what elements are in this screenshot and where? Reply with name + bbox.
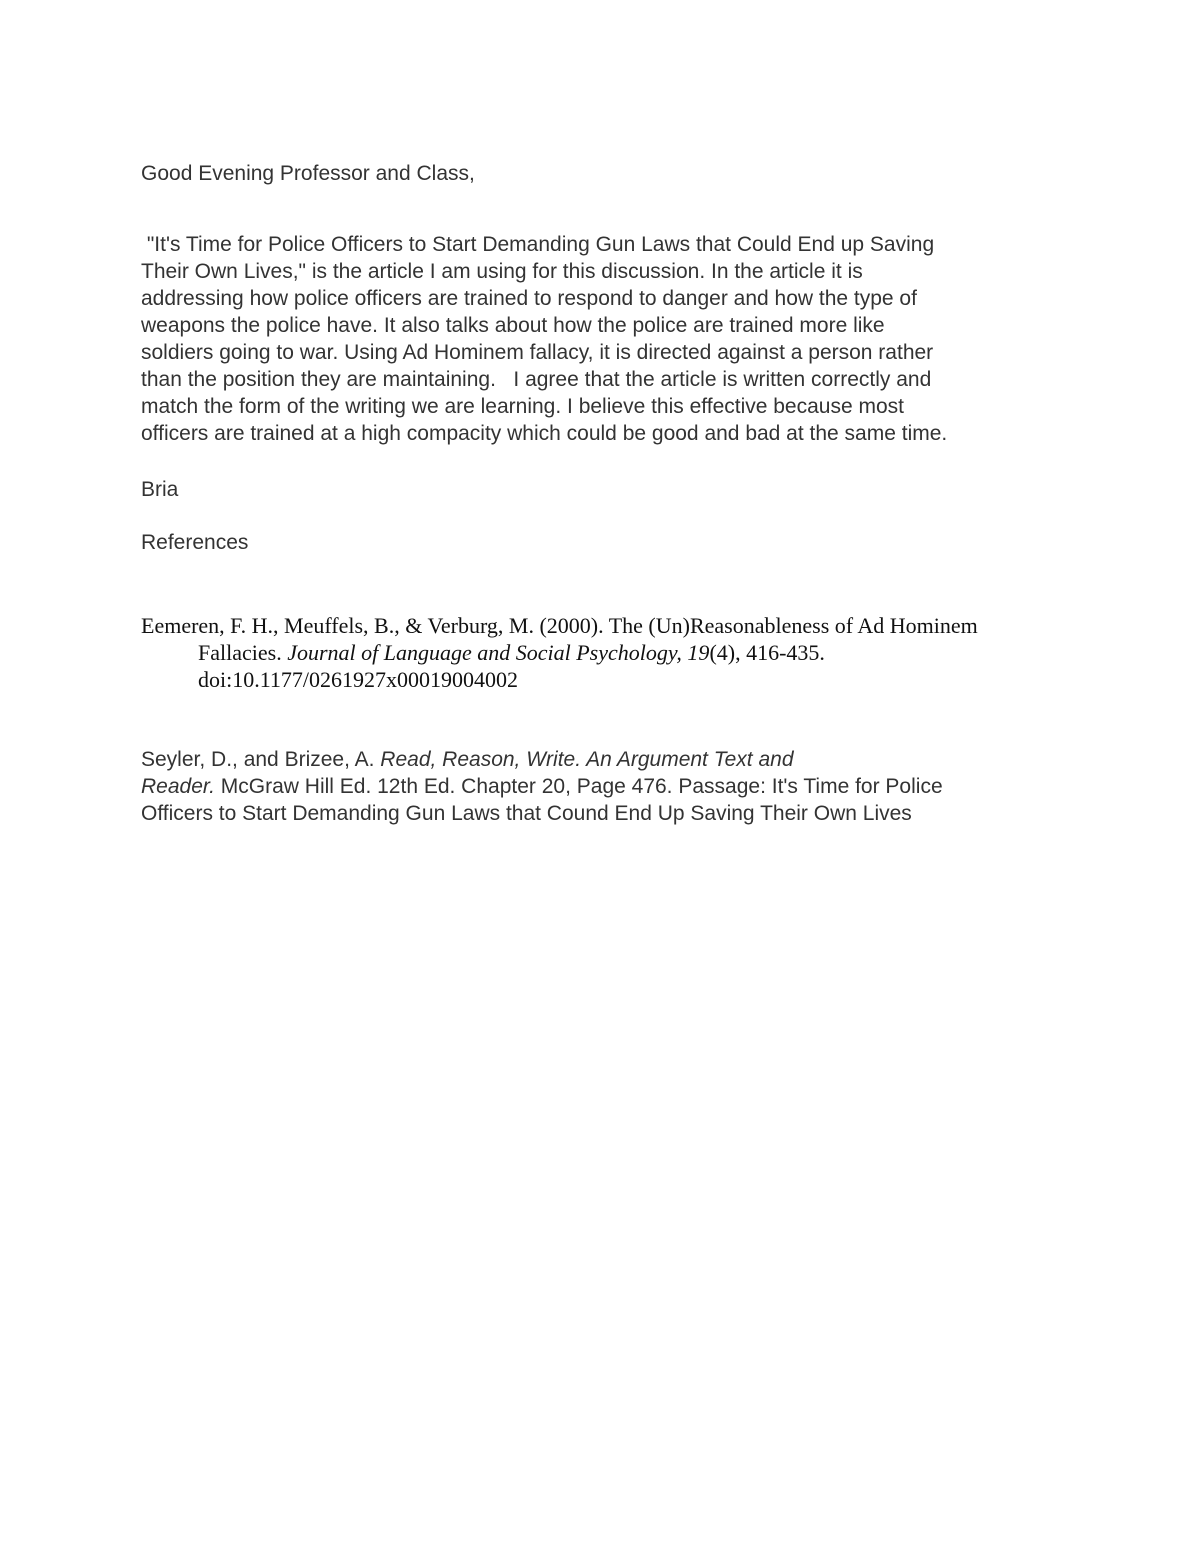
- reference-line: Eemeren, F. H., Meuffels, B., & Verburg, M. (2000). The (Un)Reasonableness of Ad Hominem: [141, 613, 978, 638]
- reference-authors: Seyler, D., and Brizee, A.: [141, 748, 381, 771]
- book-title: Read, Reason, Write. An Argument Text and: [380, 748, 794, 771]
- greeting-text: Good Evening Professor and Class,: [141, 162, 475, 185]
- reference-doi: doi:10.1177/0261927x00019004002: [198, 667, 519, 692]
- paragraph-line: "It's Time for Police Officers to Start Demanding Gun Laws that Could End up Saving: [141, 233, 935, 256]
- references-heading: References: [141, 531, 249, 554]
- discussion-paragraph: [141, 231, 1071, 447]
- paragraph-line: than the position they are maintaining. I agree that the article is written correctly and: [141, 368, 932, 391]
- reference-line: [141, 639, 1071, 666]
- reference-entry-1: [141, 612, 1071, 693]
- paragraph-line: match the form of the writing we are learning. I believe this effective because most: [141, 395, 904, 418]
- reference-text: Fallacies.: [198, 640, 288, 665]
- reference-text: McGraw Hill Ed. 12th Ed. Chapter 20, Page 476. Passage: It's Time for Police: [214, 775, 943, 798]
- paragraph-line: addressing how police officers are trained to respond to danger and how the type of: [141, 287, 917, 310]
- reference-line: [141, 773, 1071, 800]
- reference-line: Officers to Start Demanding Gun Laws that Cound End Up Saving Their Own Lives: [141, 802, 912, 825]
- paragraph-line: Their Own Lives," is the article I am using for this discussion. In the article it is: [141, 260, 863, 283]
- paragraph-line: officers are trained at a high compacity which could be good and bad at the same time.: [141, 422, 948, 445]
- paragraph-line: weapons the police have. It also talks about how the police are trained more like: [141, 314, 885, 337]
- journal-title: Journal of Language and Social Psychology, 19: [287, 640, 710, 665]
- reference-line: [141, 746, 1071, 773]
- signature-name: Bria: [141, 478, 179, 501]
- reference-text: (4), 416-435.: [709, 640, 825, 665]
- book-title: Reader.: [141, 775, 215, 798]
- paragraph-line: soldiers going to war. Using Ad Hominem fallacy, it is directed against a person rather: [141, 341, 934, 364]
- reference-entry-2: [141, 746, 1071, 827]
